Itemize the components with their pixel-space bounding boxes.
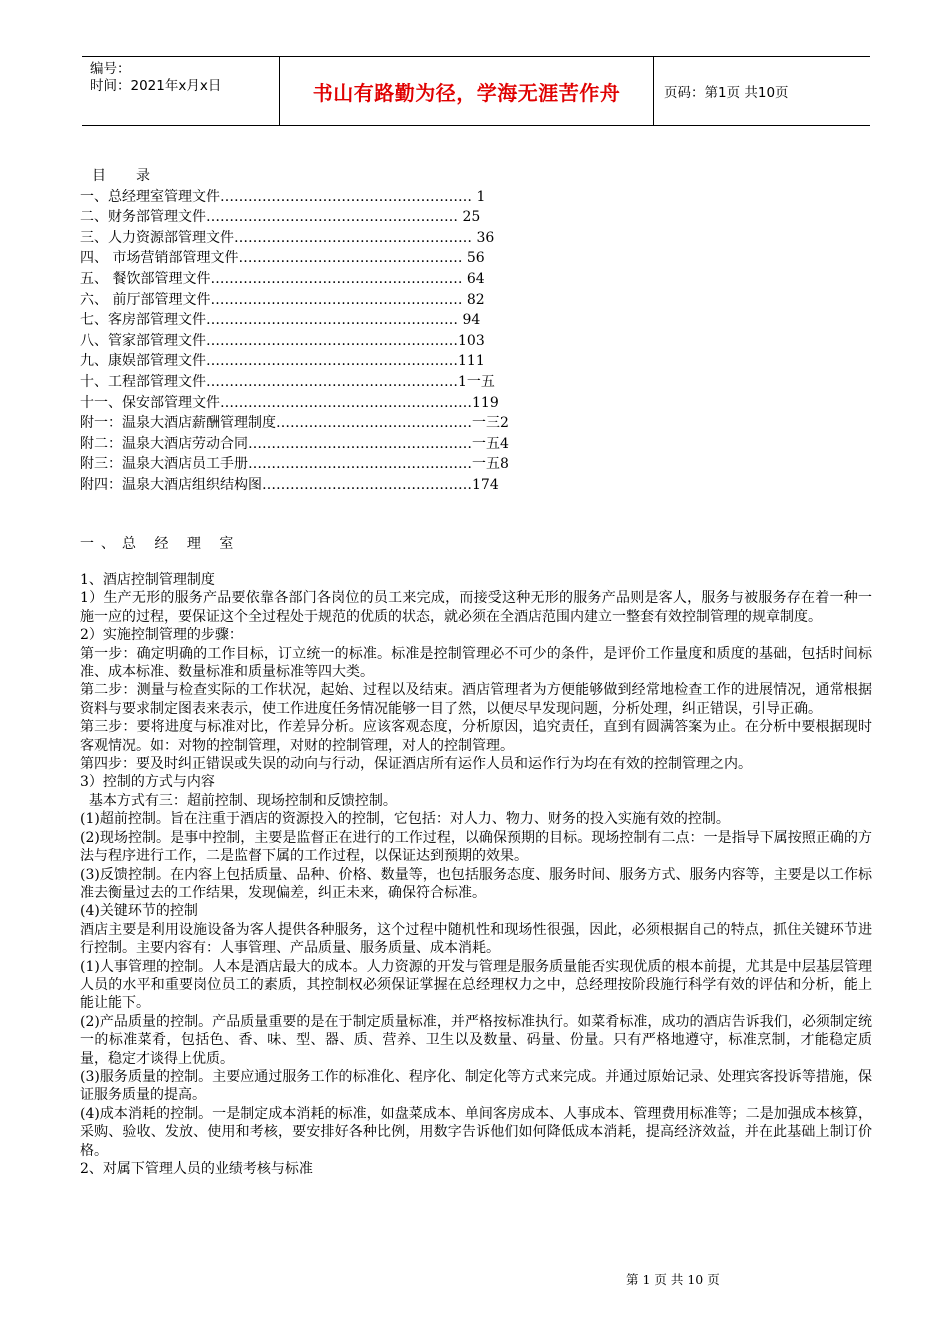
serial-label: 编号： <box>90 61 131 77</box>
toc-item: 附四：温泉大酒店组织结构图………………………………………174 <box>80 476 499 493</box>
header-page-info: 页码：第1页 共10页 <box>664 85 789 101</box>
toc-title-b: 录 <box>136 168 150 184</box>
paragraph: (1)超前控制。旨在注重于酒店的资源投入的控制，它包括：对人力、物力、财务的投入实施有效的控制。 <box>80 811 730 828</box>
toc-item: 八、管家部管理文件………………………………………………103 <box>80 332 485 349</box>
toc-item: 三、人力资源部管理文件…………………………………………… 36 <box>80 229 495 246</box>
toc-title <box>80 166 600 187</box>
paragraph: 3）控制的方式与内容 <box>80 774 215 791</box>
paragraph: (3)反馈控制。在内容上包括质量、品种、价格、数量等，也包括服务态度、服务时间、服务方式、服务内容等，主要是以工作标准去衡量过去的工作结果，发现偏差，纠正未来，确保符合标准。 <box>80 866 872 901</box>
paragraph: 第一步：确定明确的工作目标，订立统一的标准。标准是控制管理必不可少的条件，是评价工作量度和质度的基础，包括时间标准、成本标准、数量标准和质量标准等四大类。 <box>80 645 872 681</box>
toc-item: 二、财务部管理文件……………………………………………… 25 <box>80 209 481 226</box>
toc-item: 四、 市场营销部管理文件………………………………………… 56 <box>80 250 485 267</box>
header-motto-cell <box>280 57 654 125</box>
paragraph: 第二步：测量与检查实际的工作状况，起始、过程以及结束。酒店管理者为方便能够做到经常地检查工作的进展情况，通常根据资料与要求制定图表来表示，使工作进度任务情况能够一目了然，以便尽早发现问题，分析处理，纠正错误，引导正确。 <box>80 682 872 717</box>
time-label: 时间：2021年x月x日 <box>90 78 222 94</box>
paragraph: 基本方式有三：超前控制、现场控制和反馈控制。 <box>80 792 397 809</box>
paragraph: (3)服务质量的控制。主要应通过服务工作的标准化、程序化、制定化等方式来完成。并通过原始记录、处理宾客投诉等措施，保证服务质量的提高。 <box>80 1068 872 1104</box>
toc-item: 九、康娱部管理文件………………………………………………111 <box>80 353 485 370</box>
header-meta <box>82 57 280 125</box>
paragraph: 1、酒店控制管理制度 <box>80 572 215 588</box>
toc-item: 附一：温泉大酒店薪酬管理制度……………………………………一三2 <box>80 415 509 432</box>
page-footer: 第 1 页 共 10 页 <box>626 1272 720 1287</box>
table-of-contents <box>80 166 600 496</box>
toc-item: 十一、保安部管理文件………………………………………………119 <box>80 394 499 411</box>
paragraph: (4)关键环节的控制 <box>80 903 198 920</box>
paragraph: 酒店主要是利用设施设备为客人提供各种服务，这个过程中随机性和现场性很强，因此，必须根据自己的特点，抓住关键环节进行控制。主要内容有：人事管理、产品质量、服务质量、成本消耗。 <box>80 921 872 957</box>
paragraph: 2、对属下管理人员的业绩考核与标准 <box>80 1161 313 1177</box>
paragraph: 1）生产无形的服务产品要依靠各部门各岗位的员工来完成，而接受这种无形的服务产品则是客人，服务与被服务存在着一种一施一应的过程，要保证这个全过程处于规范的优质的状态，就必须在全酒店范围内建立一整套有效控制管理的规章制度。 <box>80 590 872 625</box>
paragraph: 第三步：要将进度与标准对比，作差异分析。应该客观态度，分析原因，追究责任，直到有圆满答案为止。在分析中要根据现时客观情况。如：对物的控制管理，对财的控制管理，对人的控制管理。 <box>80 719 872 754</box>
paragraph: (2)现场控制。是事中控制，主要是监督正在进行的工作过程，以确保预期的目标。现场控制有二点：一是指导下属按照正确的方法与程序进行工作，二是监督下属的工作过程，以保证达到预期的效果。 <box>80 829 872 865</box>
toc-item: 五、 餐饮部管理文件……………………………………………… 64 <box>80 270 485 287</box>
toc-item: 七、客房部管理文件……………………………………………… 94 <box>80 312 481 329</box>
paragraph: (2)产品质量的控制。产品质量重要的是在于制定质量标准，并严格按标准执行。如菜肴标准，成功的酒店告诉我们，必须制定统一的标准菜肴，包括色、香、味、型、器、质、营养、卫生以及数量、码量、份量。只有严格地遵守，标准烹制，才能稳定质量，稳定才谈得上优质。 <box>80 1013 872 1067</box>
toc-item: 附三：温泉大酒店员工手册…………………………………………一五8 <box>80 456 509 473</box>
motto: 书山有路勤为径，学海无涯苦作舟 <box>312 80 621 105</box>
paragraph: (1)人事管理的控制。人本是酒店最大的成本。人力资源的开发与管理是服务质量能否实现优质的根本前提，尤其是中层基层管理人员的水平和重要岗位员工的素质，其控制权必须保证掌握在总经理权力之中，总经理按阶段施行科学有效的评估和分析，能上能让能下。 <box>80 958 872 1012</box>
toc-item: 十、工程部管理文件………………………………………………1一五 <box>80 373 495 390</box>
paragraph: 2）实施控制管理的步骤： <box>80 627 243 644</box>
toc-item: 六、 前厅部管理文件……………………………………………… 82 <box>80 291 485 308</box>
page-header <box>82 56 870 126</box>
toc-item: 附二：温泉大酒店劳动合同…………………………………………一五4 <box>80 435 509 452</box>
paragraph: 第四步：要及时纠正错误或失误的动向与行动，保证酒店所有运作人员和运作行为均在有效的控制管理之内。 <box>80 756 752 773</box>
body-text <box>80 571 872 1178</box>
toc-title-a: 目 <box>92 168 106 184</box>
toc-item: 一、总经理室管理文件……………………………………………… 1 <box>80 188 486 205</box>
paragraph: (4)成本消耗的控制。一是制定成本消耗的标准，如盘菜成本、单间客房成本、人事成本、管理费用标准等；二是加强成本核算，采购、验收、发放、使用和考核，要安排好各种比例，用数字告诉他们如何降低成本消耗，提高经济效益，并在此基础上制订价格。 <box>80 1105 872 1159</box>
section-title: 一、总 经 理 室 <box>80 536 241 552</box>
